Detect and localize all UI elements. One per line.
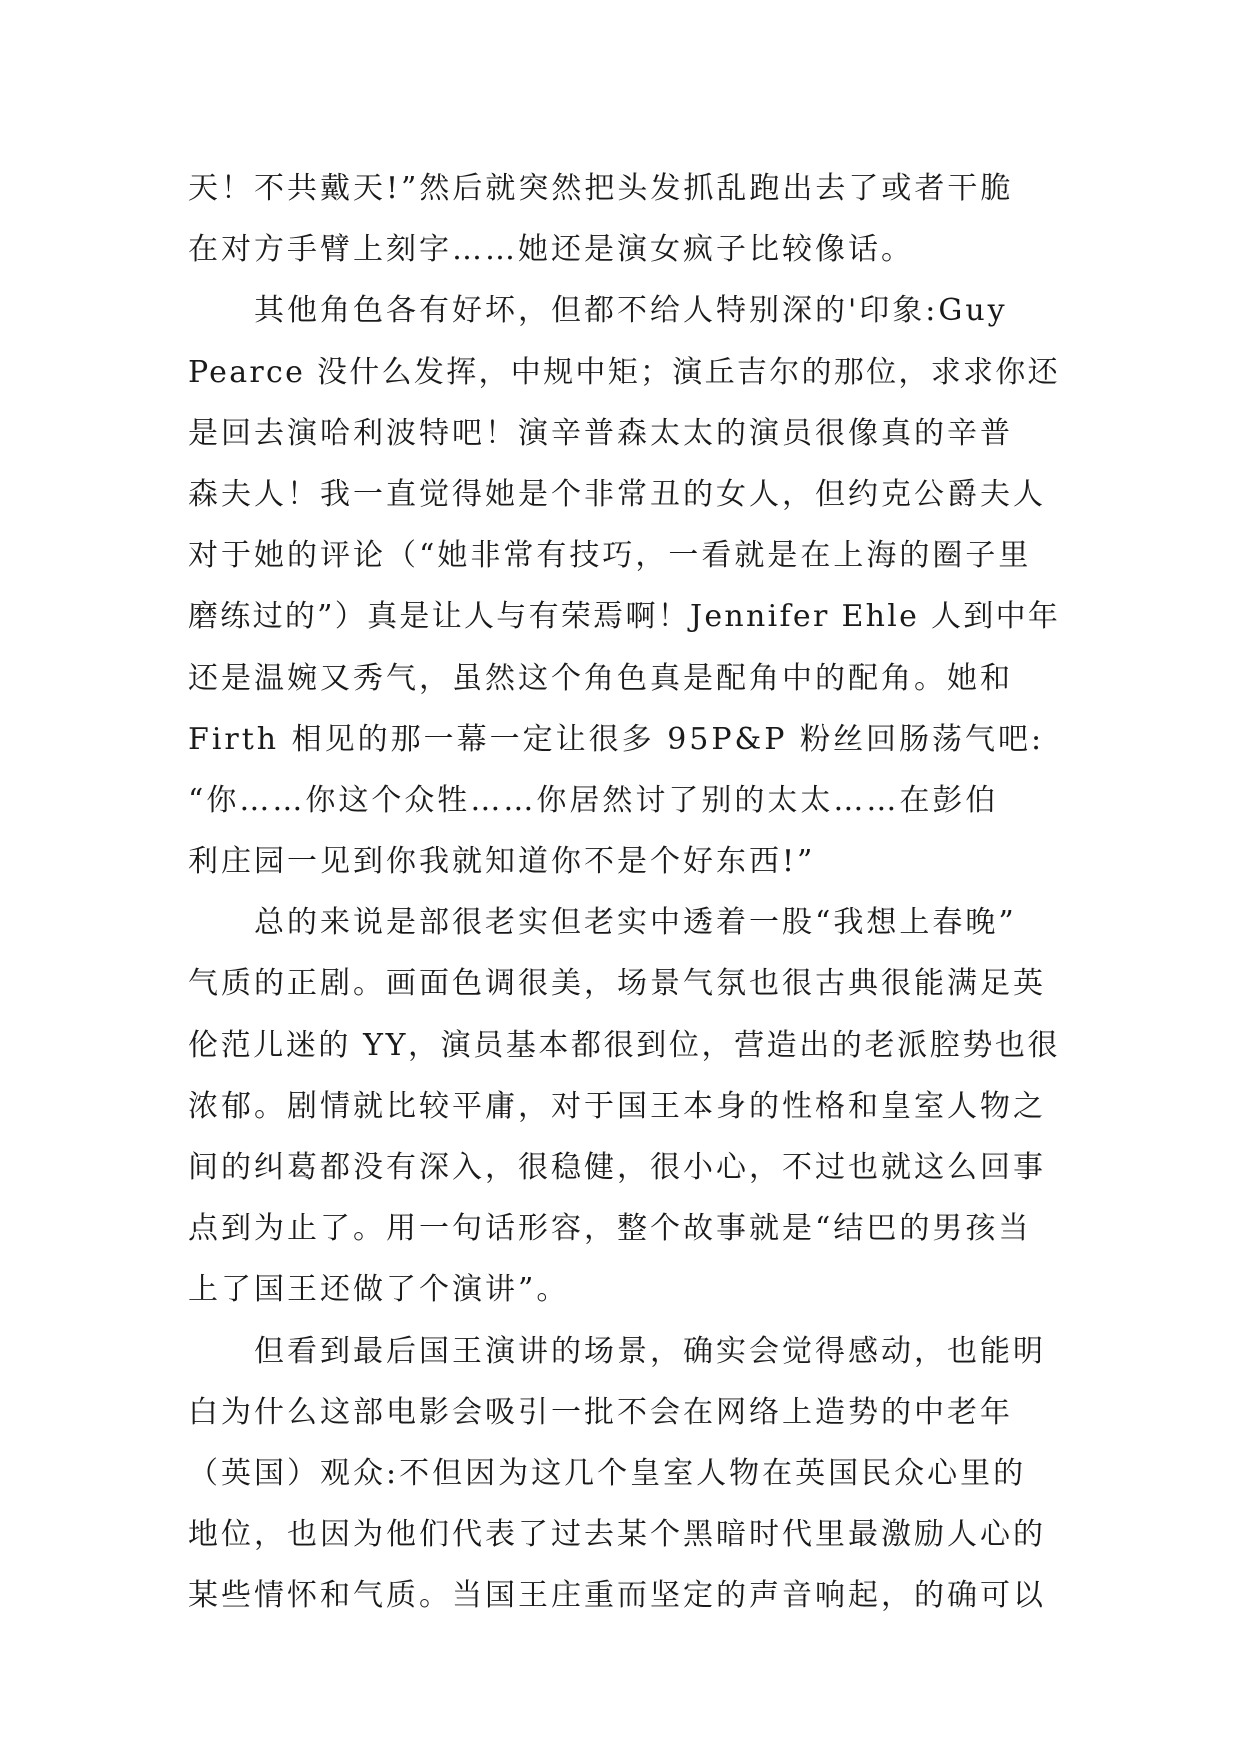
body-text	[188, 158, 1060, 1627]
text-line: 上了国王还做了个演讲”。	[188, 1272, 570, 1308]
text-line: 浓郁。剧情就比较平庸，对于国王本身的性格和皇室人物之	[188, 1088, 1046, 1124]
text-line: Firth 相见的那一幕一定让很多 95P&P 粉丝回肠荡气吧:	[188, 721, 1045, 757]
text-line: “你……你这个众牲……你居然讨了别的太太……在彭伯	[188, 782, 999, 818]
text-line: 天！不共戴天!”然后就突然把头发抓乱跑出去了或者干脆	[188, 171, 1014, 206]
text-line: 在对方手臂上刻字……她还是演女疯子比较像话。	[188, 232, 914, 268]
text-line: 气质的正剧。画面色调很美，场景气氛也很古典很能满足英	[188, 966, 1046, 1002]
text-line: 白为什么这部电影会吸引一批不会在网络上造势的中老年	[188, 1394, 1013, 1430]
text-line: 还是温婉又秀气，虽然这个角色真是配角中的配角。她和	[188, 660, 1013, 696]
text-line: 总的来说是部很老实但老实中透着一股“我想上春晚”	[254, 905, 1017, 941]
text-line: 其他角色各有好坏，但都不给人特别深的'印象:Guy	[254, 293, 1008, 329]
text-line: 利庄园一见到你我就知道你不是个好东西!”	[188, 844, 816, 880]
text-line: 森夫人！我一直觉得她是个非常丑的女人，但约克公爵夫人	[188, 476, 1046, 512]
text-line: 伦范儿迷的 YY，演员基本都很到位，营造出的老派腔势也很	[188, 1027, 1061, 1063]
text-line: （英国）观众:不但因为这几个皇室人物在英国民众心里的	[188, 1455, 1027, 1491]
text-line: 对于她的评论（“她非常有技巧，一看就是在上海的圈子里	[188, 538, 1032, 574]
text-line: 但看到最后国王演讲的场景，确实会觉得感动，也能明	[254, 1333, 1046, 1369]
text-line: 某些情怀和气质。当国王庄重而坚定的声音响起，的确可以	[188, 1578, 1046, 1614]
text-line: Pearce 没什么发挥，中规中矩；演丘吉尔的那位，求求你还	[188, 354, 1060, 390]
text-line: 间的纠葛都没有深入，很稳健，很小心，不过也就这么回事	[188, 1150, 1046, 1185]
text-line: 地位，也因为他们代表了过去某个黑暗时代里最激励人心的	[188, 1517, 1046, 1553]
text-line: 磨练过的”）真是让人与有荣焉啊！Jennifer Ehle 人到中年	[188, 599, 1061, 635]
text-line: 是回去演哈利波特吧！演辛普森太太的演员很像真的辛普	[188, 415, 1013, 451]
text-line: 点到为止了。用一句话形容，整个故事就是“结巴的男孩当	[188, 1211, 1032, 1247]
